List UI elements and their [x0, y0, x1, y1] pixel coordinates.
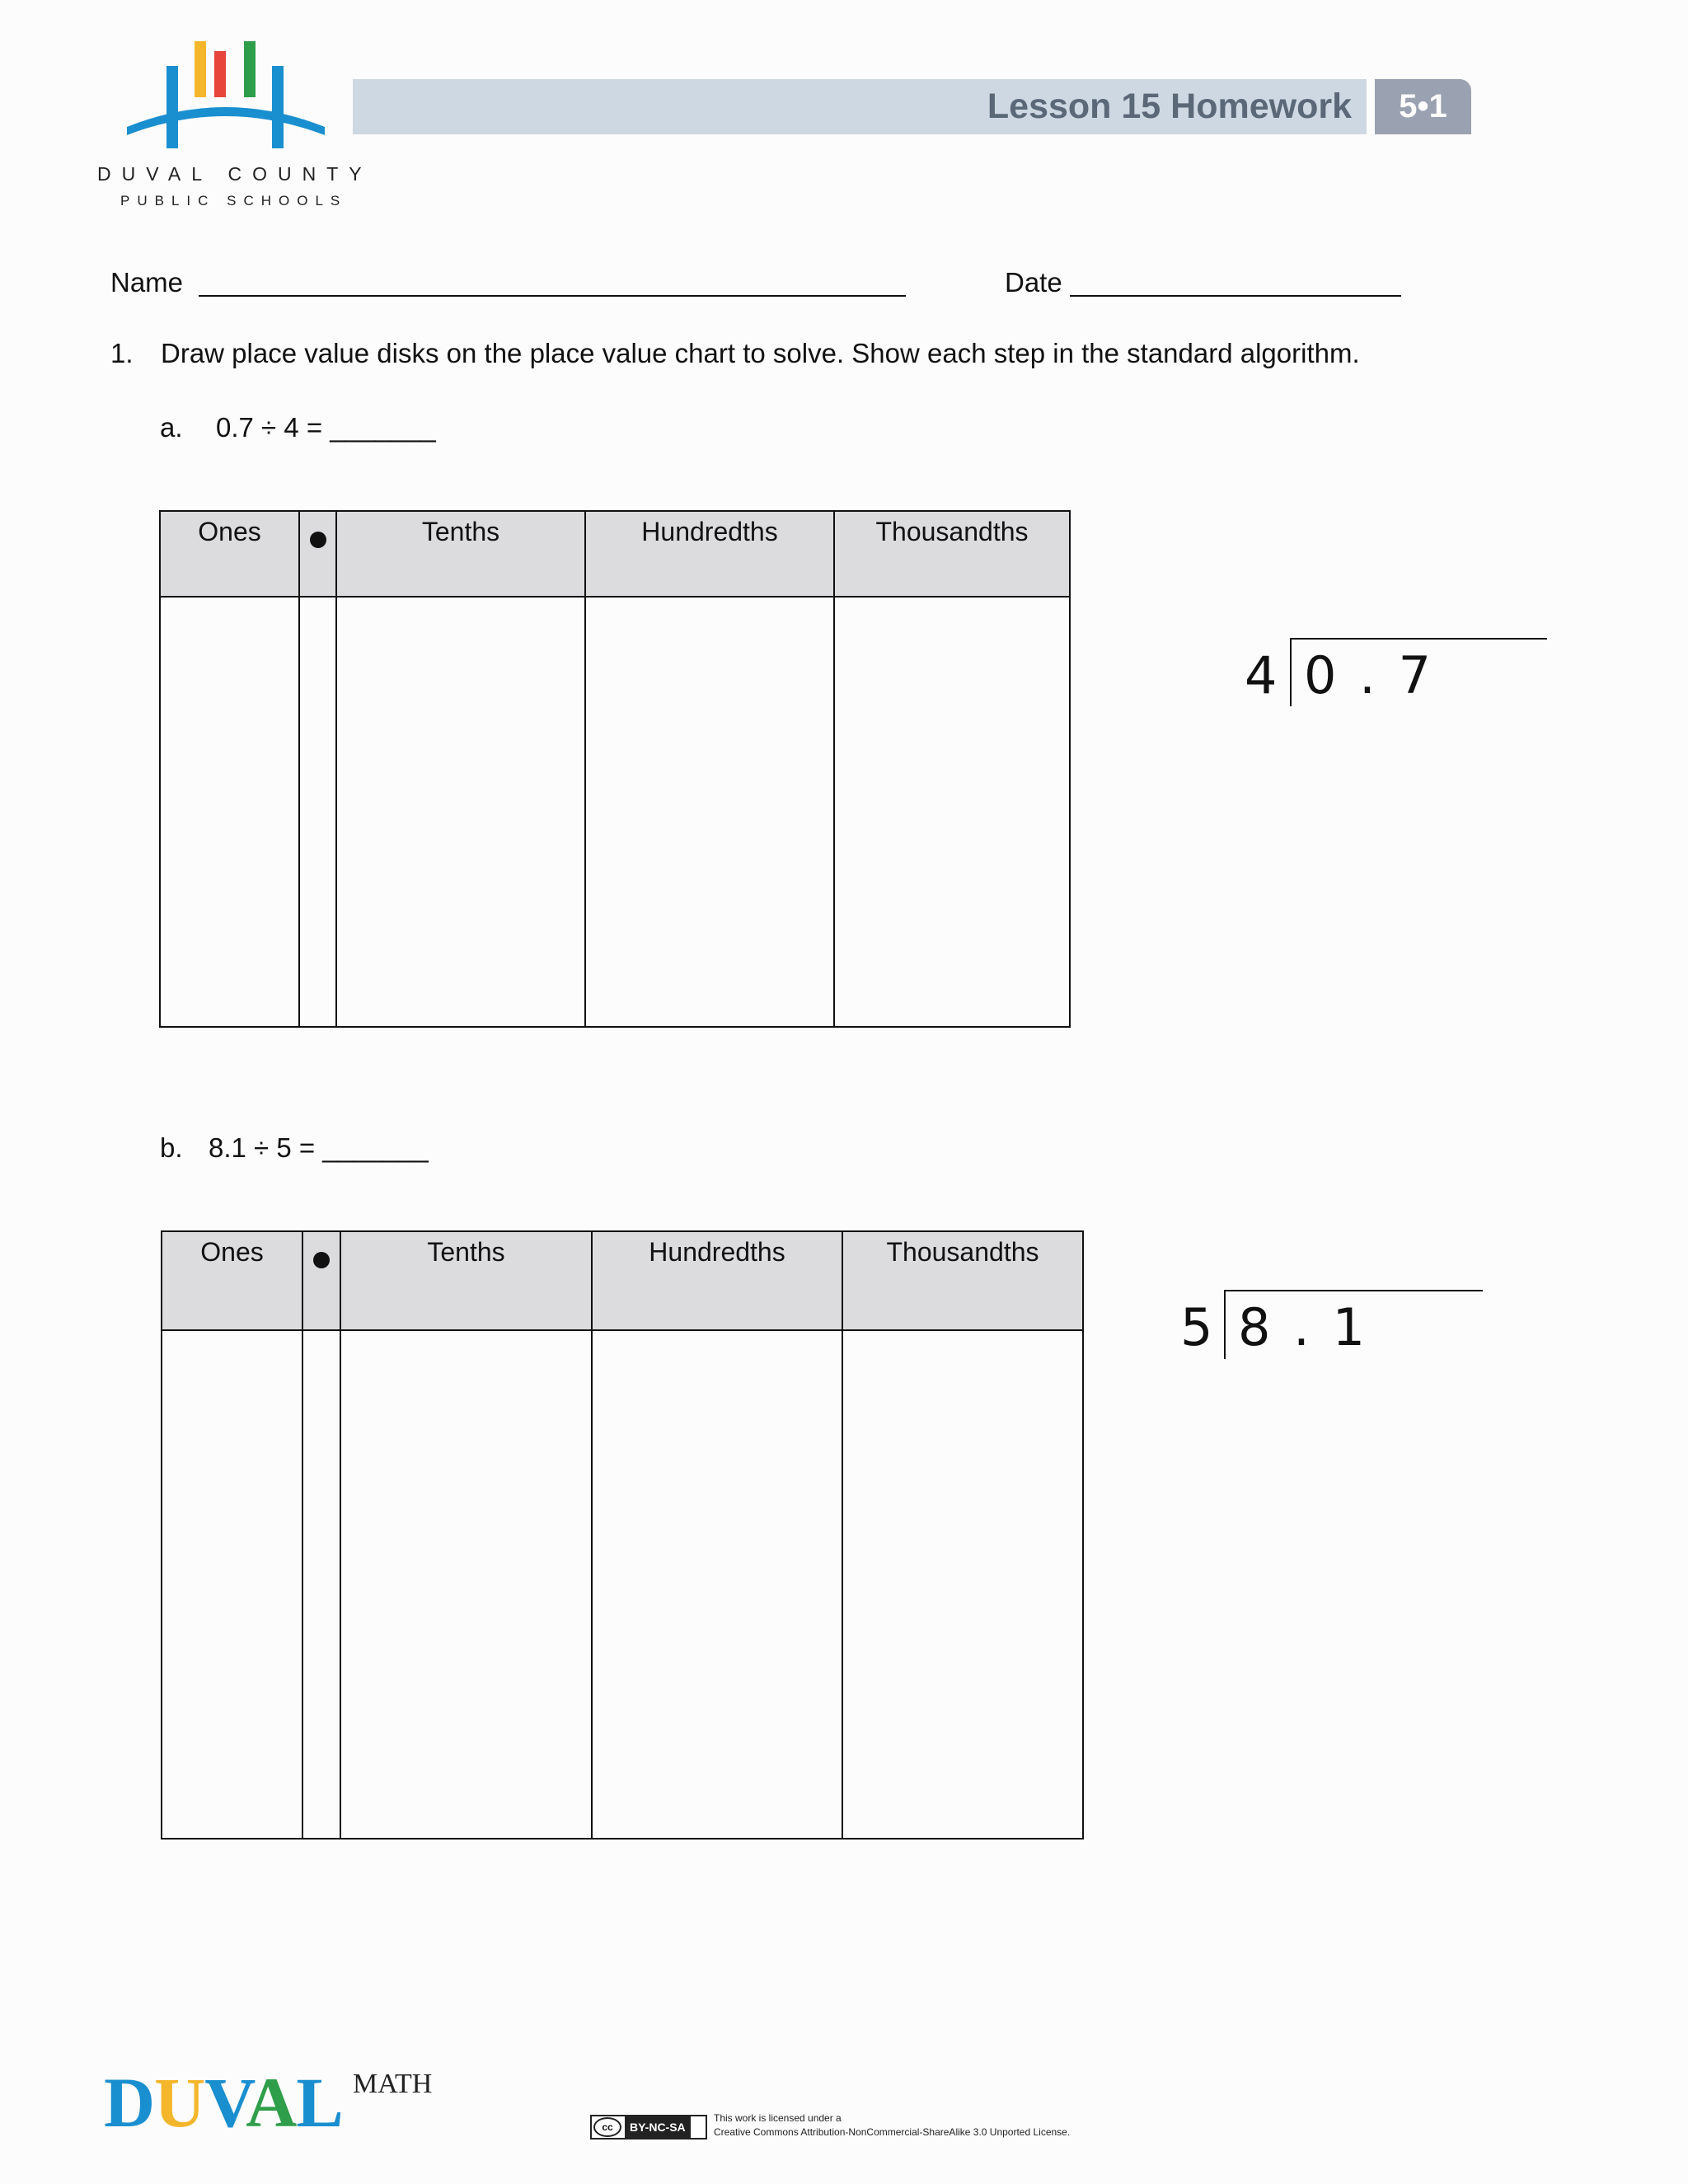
logo-bar-blue-left	[166, 66, 178, 148]
chart-b-header-thousandths: Thousandths	[842, 1231, 1083, 1330]
part-b-letter: b.	[160, 1132, 183, 1163]
chart-b-decimal-point-header	[302, 1231, 340, 1330]
chart-a-cell-tenths[interactable]	[336, 597, 585, 1027]
division-a-quotient-area[interactable]	[1304, 577, 1543, 633]
duval-math-logo	[104, 2063, 343, 2142]
name-label: Name	[110, 267, 184, 298]
logo-bar-yellow	[195, 41, 206, 97]
decimal-point-dot	[313, 1252, 330, 1268]
chart-b-cell-decimal	[302, 1330, 340, 1839]
name-field[interactable]	[199, 295, 906, 297]
logo-district-name: DUVAL COUNTY	[97, 163, 373, 185]
license-line-2[interactable]: Creative Commons Attribution-NonCommercial-ShareAlike 3.0 Unported License.	[714, 2126, 1071, 2138]
division-a-vinculum	[1290, 638, 1547, 640]
part-a-expression[interactable]: 0.7 ÷ 4 = _______	[216, 412, 436, 443]
chart-b-header-tenths: Tenths	[340, 1231, 592, 1330]
chart-b-cell-tenths[interactable]	[340, 1330, 592, 1839]
division-b-quotient-area[interactable]	[1238, 1228, 1477, 1284]
chart-b-cell-ones[interactable]	[162, 1330, 302, 1839]
division-b-dividend: 8 . 1	[1238, 1297, 1369, 1357]
module-badge: 5•1	[1375, 79, 1471, 134]
date-label: Date	[1005, 267, 1062, 298]
decimal-point-dot	[310, 532, 326, 548]
cc-icon: cc	[593, 2117, 621, 2137]
chart-a-header-hundredths: Hundredths	[585, 511, 834, 597]
district-logo	[124, 36, 330, 152]
chart-a-header-tenths: Tenths	[336, 511, 585, 597]
cc-badge-text: BY-NC-SA	[625, 2116, 691, 2138]
logo-bridge-arch	[127, 107, 325, 135]
duval-letter-d: D	[104, 2063, 155, 2142]
chart-a-cell-hundredths[interactable]	[585, 597, 834, 1027]
division-a-bracket	[1290, 638, 1292, 706]
place-value-chart-b	[161, 1230, 1084, 1840]
question-instruction: Draw place value disks on the place value chart to solve. Show each step in the standard algorithm.	[161, 338, 1360, 368]
chart-b-cell-hundredths[interactable]	[592, 1330, 842, 1839]
cc-license-badge[interactable]	[590, 2115, 707, 2139]
place-value-chart-a	[159, 510, 1071, 1028]
chart-a-decimal-point-header	[299, 511, 336, 597]
logo-bar-green	[244, 41, 256, 97]
division-a-divisor: 4	[1245, 645, 1278, 705]
license-text	[714, 2111, 1070, 2139]
division-b-bracket	[1224, 1290, 1226, 1359]
part-b-expression[interactable]: 8.1 ÷ 5 = _______	[209, 1132, 429, 1163]
chart-b-header-hundredths: Hundredths	[592, 1231, 842, 1330]
chart-b-header-ones: Ones	[162, 1231, 302, 1330]
division-b-vinculum	[1224, 1290, 1483, 1291]
logo-bar-red	[214, 51, 226, 97]
math-label: MATH	[353, 2069, 433, 2099]
chart-a-header-thousandths: Thousandths	[834, 511, 1070, 597]
license-line-1: This work is licensed under a	[714, 2112, 842, 2124]
page-title: Lesson 15 Homework	[987, 87, 1352, 126]
duval-letter-u: U	[154, 2063, 205, 2142]
chart-a-header-ones: Ones	[160, 511, 299, 597]
part-a-letter: a.	[160, 412, 183, 443]
chart-a-cell-thousandths[interactable]	[834, 597, 1070, 1027]
question-number: 1.	[110, 338, 134, 368]
division-b-divisor: 5	[1180, 1297, 1213, 1357]
duval-letter-v: V	[204, 2063, 246, 2142]
date-field[interactable]	[1070, 295, 1401, 297]
logo-bar-blue-right	[272, 66, 284, 148]
chart-a-cell-ones[interactable]	[160, 597, 299, 1027]
duval-letter-l: L	[296, 2063, 343, 2142]
chart-b-cell-thousandths[interactable]	[842, 1330, 1083, 1839]
division-a-dividend: 0 . 7	[1304, 645, 1435, 705]
logo-district-subtitle: PUBLIC SCHOOLS	[120, 193, 348, 209]
duval-letter-a: A	[246, 2063, 297, 2142]
chart-a-cell-decimal	[299, 597, 336, 1027]
